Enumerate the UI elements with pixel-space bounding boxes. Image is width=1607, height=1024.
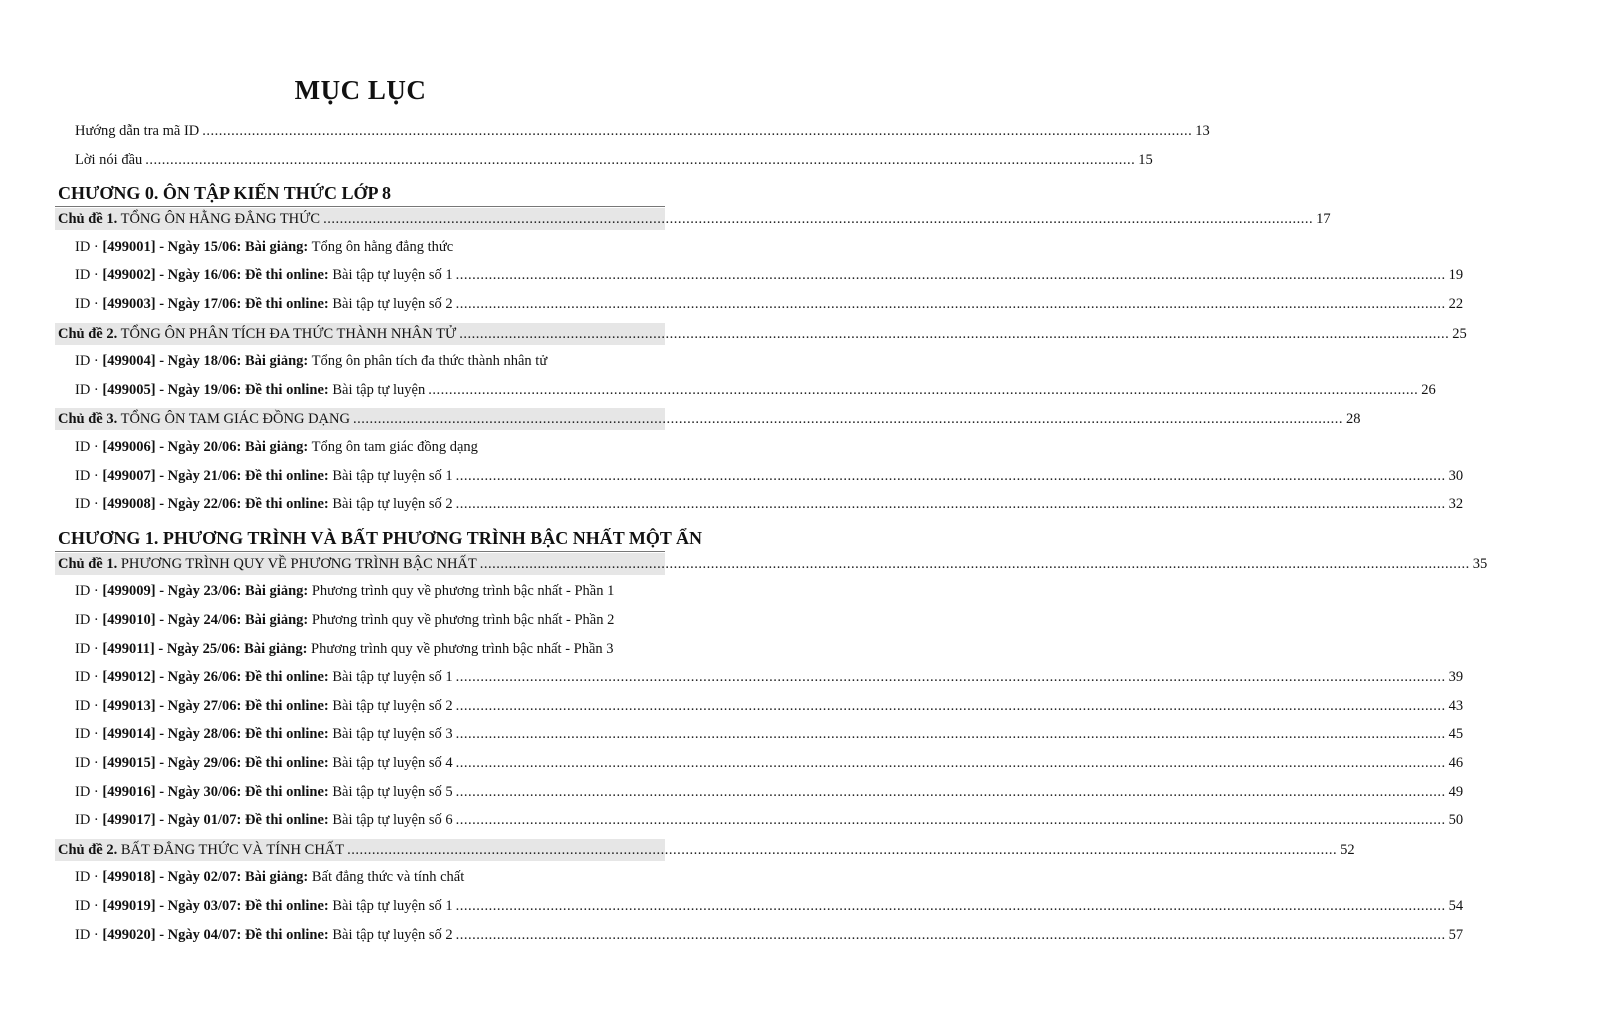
lesson-row: [75, 581, 665, 601]
chapter-title: CHƯƠNG 0. ÔN TẬP KIẾN THỨC LỚP 8: [58, 183, 392, 204]
dot-leader: [145, 150, 1135, 170]
dot-leader: [202, 121, 1192, 141]
lesson-date: - Ngày 27/06:: [155, 697, 242, 714]
topic-row: [55, 323, 1467, 345]
page-number: 13: [1195, 123, 1210, 139]
lesson-id: [499018]: [102, 869, 156, 886]
id-prefix: ID ·: [75, 467, 103, 484]
dot-leader: [456, 265, 1446, 285]
lesson-kind: Bài giảng:: [241, 353, 309, 370]
lesson-row-label: [75, 294, 453, 314]
dot-leader: [456, 466, 1446, 486]
lesson-row-label: [75, 437, 478, 457]
lesson-row-label: [75, 667, 453, 687]
id-prefix: ID ·: [75, 697, 103, 714]
topic-row-label: [58, 208, 320, 230]
lesson-row: [75, 810, 1464, 830]
id-prefix: ID ·: [75, 783, 103, 800]
lesson-row-label: [75, 380, 425, 400]
page-number: 52: [1340, 841, 1355, 858]
lesson-row: [75, 437, 665, 457]
lesson-kind: Bài giảng:: [241, 238, 309, 255]
lesson-date: - Ngày 23/06:: [155, 583, 242, 600]
lesson-row-label: [75, 351, 547, 371]
lesson-title: Phương trình quy về phương trình bậc nhất - Phần 2: [308, 612, 615, 628]
lesson-row-label: [75, 237, 453, 257]
id-prefix: ID ·: [75, 238, 103, 255]
lesson-date: - Ngày 03/07:: [155, 898, 242, 914]
page-number: 30: [1448, 467, 1464, 484]
lesson-title: Bài tập tự luyện số 5: [328, 783, 453, 800]
lesson-row-label: [75, 610, 614, 630]
lesson-kind: Đề thi online:: [241, 267, 329, 284]
lesson-id: [499005]: [102, 381, 156, 398]
toc-entry: [75, 150, 1153, 170]
lesson-row: [75, 351, 665, 371]
lesson-row-label: [75, 696, 453, 716]
page-number: 39: [1448, 669, 1464, 686]
lesson-id: [499012]: [102, 669, 156, 686]
topic-name: TỔNG ÔN PHÂN TÍCH ĐA THỨC THÀNH NHÂN TỬ: [117, 325, 457, 342]
lesson-row: [75, 610, 665, 630]
lesson-row: [75, 466, 1464, 486]
lesson-title: Bài tập tự luyện số 3: [328, 726, 453, 743]
dot-leader: [456, 667, 1446, 687]
dot-leader: [480, 553, 1470, 575]
dot-leader: [456, 782, 1446, 802]
lesson-kind: Đề thi online:: [241, 783, 329, 800]
dot-leader: [353, 408, 1343, 430]
id-prefix: ID ·: [75, 353, 103, 370]
topic-row-label: [58, 553, 477, 575]
topic-prefix: Chủ đề 2.: [58, 325, 118, 342]
page-number: 17: [1316, 211, 1331, 228]
dot-leader: [456, 753, 1446, 773]
lesson-kind: Bài giảng:: [241, 869, 309, 886]
lesson-row: [75, 494, 1464, 514]
lesson-title: Bài tập tự luyện: [328, 381, 426, 398]
page-number: 28: [1345, 411, 1361, 428]
entry-title: Lời nói đầu: [75, 151, 143, 168]
lesson-id: [499006]: [102, 439, 156, 455]
lesson-date: - Ngày 21/06:: [155, 467, 242, 484]
id-prefix: ID ·: [75, 926, 103, 943]
chapter-divider: [55, 206, 665, 207]
id-prefix: ID ·: [75, 583, 103, 600]
lesson-row-label: [75, 581, 614, 601]
chapter-heading: [58, 526, 703, 550]
lesson-row-label: [75, 925, 453, 945]
lesson-row: [75, 925, 1464, 945]
lesson-kind: Đề thi online:: [241, 755, 329, 771]
page-number: 26: [1421, 381, 1436, 398]
lesson-id: [499011]: [102, 640, 155, 657]
lesson-row-label: [75, 867, 464, 887]
id-prefix: ID ·: [75, 640, 103, 657]
lesson-row-label: [75, 782, 453, 802]
topic-name: TỔNG ÔN TAM GIÁC ĐỒNG DẠNG: [117, 411, 350, 428]
chapter-heading-label: [58, 526, 702, 550]
lesson-row: [75, 782, 1464, 802]
lesson-row-label: [75, 494, 453, 514]
lesson-date: - Ngày 17/06:: [155, 296, 242, 312]
lesson-id: [499015]: [102, 755, 156, 771]
lesson-row: [75, 667, 1464, 687]
topic-row-label: [58, 323, 456, 345]
id-prefix: ID ·: [75, 267, 103, 284]
lesson-id: [499019]: [102, 898, 156, 914]
lesson-date: - Ngày 02/07:: [155, 869, 242, 886]
topic-row: [55, 839, 1355, 861]
topic-name: BẤT ĐẲNG THỨC VÀ TÍNH CHẤT: [117, 841, 345, 858]
lesson-id: [499017]: [102, 812, 156, 829]
page-number: 22: [1448, 296, 1464, 312]
dot-leader: [428, 380, 1418, 400]
dot-leader: [459, 323, 1449, 345]
dot-leader: [456, 494, 1446, 514]
topic-name: PHƯƠNG TRÌNH QUY VỀ PHƯƠNG TRÌNH BẬC NHẤT: [117, 555, 477, 572]
dot-leader: [456, 925, 1446, 945]
lesson-kind: Đề thi online:: [241, 669, 329, 686]
page-number: 43: [1448, 697, 1464, 714]
id-prefix: ID ·: [75, 726, 103, 743]
lesson-date: - Ngày 26/06:: [155, 669, 242, 686]
lesson-date: - Ngày 29/06:: [155, 755, 242, 771]
lesson-title: Bài tập tự luyện số 1: [328, 669, 453, 686]
lesson-row: [75, 867, 665, 887]
page-number: 19: [1448, 267, 1464, 284]
lesson-title: Tổng ôn hằng đẳng thức: [308, 238, 454, 255]
lesson-title: Tổng ôn phân tích đa thức thành nhân tử: [308, 353, 548, 370]
lesson-kind: Đề thi online:: [241, 726, 329, 743]
lesson-id: [499009]: [102, 583, 156, 600]
lesson-date: - Ngày 30/06:: [155, 783, 242, 800]
lesson-id: [499007]: [102, 467, 156, 484]
id-prefix: ID ·: [75, 439, 103, 455]
lesson-date: - Ngày 19/06:: [155, 381, 242, 398]
lesson-title: Bài tập tự luyện số 2: [328, 926, 453, 943]
lesson-title: Bài tập tự luyện số 4: [328, 755, 453, 771]
dot-leader: [323, 208, 1313, 230]
page-number: 25: [1452, 325, 1467, 342]
lesson-kind: Đề thi online:: [241, 926, 329, 943]
lesson-kind: Bài giảng:: [241, 583, 309, 600]
lesson-row: [75, 237, 665, 257]
lesson-title: Bài tập tự luyện số 2: [328, 496, 453, 513]
lesson-kind: Đề thi online:: [241, 496, 329, 513]
chapter-heading: [58, 181, 665, 205]
lesson-title: Bài tập tự luyện số 1: [328, 467, 453, 484]
id-prefix: ID ·: [75, 296, 103, 312]
lesson-date: - Ngày 04/07:: [155, 926, 242, 943]
lesson-row-label: [75, 724, 453, 744]
lesson-date: - Ngày 22/06:: [155, 496, 242, 513]
id-prefix: ID ·: [75, 755, 103, 771]
lesson-title: Phương trình quy về phương trình bậc nhất - Phần 1: [308, 583, 615, 600]
lesson-kind: Đề thi online:: [241, 697, 329, 714]
lesson-title: Phương trình quy về phương trình bậc nhất - Phần 3: [307, 640, 614, 657]
page-number: 57: [1448, 926, 1464, 943]
toc-entry-label: [75, 150, 142, 170]
lesson-id: [499001]: [102, 238, 156, 255]
lesson-date: - Ngày 20/06:: [155, 439, 242, 455]
id-prefix: ID ·: [75, 381, 103, 398]
lesson-row-label: [75, 753, 453, 773]
lesson-kind: Bài giảng:: [241, 612, 309, 628]
lesson-row-label: [75, 639, 614, 659]
entry-title: Hướng dẫn tra mã ID: [75, 123, 200, 139]
lesson-id: [499002]: [102, 267, 156, 284]
lesson-id: [499013]: [102, 697, 156, 714]
lesson-title: Bài tập tự luyện số 1: [328, 898, 453, 914]
lesson-kind: Đề thi online:: [241, 467, 329, 484]
lesson-row: [75, 265, 1464, 285]
lesson-row: [75, 896, 1464, 916]
lesson-date: - Ngày 01/07:: [155, 812, 242, 829]
page-number: 32: [1448, 496, 1464, 513]
id-prefix: ID ·: [75, 496, 103, 513]
lesson-date: - Ngày 28/06:: [155, 726, 242, 743]
lesson-date: - Ngày 16/06:: [155, 267, 242, 284]
id-prefix: ID ·: [75, 898, 103, 914]
lesson-date: - Ngày 25/06:: [154, 640, 241, 657]
id-prefix: ID ·: [75, 812, 103, 829]
dot-leader: [456, 724, 1446, 744]
lesson-date: - Ngày 15/06:: [155, 238, 242, 255]
lesson-kind: Đề thi online:: [241, 898, 329, 914]
toc-entry: [75, 121, 1210, 141]
lesson-id: [499008]: [102, 496, 156, 513]
lesson-date: - Ngày 18/06:: [155, 353, 242, 370]
lesson-row: [75, 724, 1464, 744]
lesson-id: [499010]: [102, 612, 156, 628]
lesson-title: Tổng ôn tam giác đồng dạng: [308, 439, 478, 455]
lesson-row-label: [75, 896, 453, 916]
topic-prefix: Chủ đề 3.: [58, 411, 118, 428]
chapter-divider: [55, 551, 665, 552]
lesson-kind: Bài giảng:: [240, 640, 308, 657]
lesson-kind: Bài giảng:: [241, 439, 309, 455]
topic-prefix: Chủ đề 1.: [58, 211, 118, 228]
lesson-kind: Đề thi online:: [241, 296, 329, 312]
lesson-date: - Ngày 24/06:: [155, 612, 242, 628]
page-number: 54: [1448, 898, 1464, 914]
lesson-title: Bài tập tự luyện số 6: [328, 812, 453, 829]
lesson-title: Bài tập tự luyện số 2: [328, 697, 453, 714]
lesson-row: [75, 696, 1464, 716]
page-title: MỤC LỤC: [294, 75, 427, 105]
page-number: 15: [1138, 151, 1153, 168]
lesson-id: [499016]: [102, 783, 156, 800]
toc-entry-label: [75, 121, 199, 141]
page-number: 46: [1448, 755, 1464, 771]
chapter-heading-label: [58, 181, 391, 205]
lesson-row: [75, 294, 1464, 314]
dot-leader: [456, 896, 1446, 916]
page-number: 35: [1472, 555, 1488, 572]
dot-leader: [456, 696, 1446, 716]
dot-leader: [347, 839, 1337, 861]
topic-row-label: [58, 408, 350, 430]
lesson-row: [75, 380, 1436, 400]
lesson-title: Bất đẳng thức và tính chất: [308, 869, 465, 886]
lesson-row: [75, 753, 1464, 773]
lesson-row-label: [75, 466, 453, 486]
topic-row: [55, 208, 1331, 230]
topic-row-label: [58, 839, 344, 861]
dot-leader: [456, 810, 1446, 830]
lesson-row-label: [75, 810, 453, 830]
topic-prefix: Chủ đề 1.: [58, 555, 118, 572]
id-prefix: ID ·: [75, 869, 103, 886]
lesson-row: [75, 639, 665, 659]
lesson-title: Bài tập tự luyện số 2: [328, 296, 453, 312]
page-number: 49: [1448, 783, 1464, 800]
lesson-kind: Đề thi online:: [241, 381, 329, 398]
lesson-id: [499003]: [102, 296, 156, 312]
lesson-id: [499014]: [102, 726, 156, 743]
topic-row: [55, 408, 1361, 430]
id-prefix: ID ·: [75, 612, 103, 628]
chapter-title: CHƯƠNG 1. PHƯƠNG TRÌNH VÀ BẤT PHƯƠNG TRÌNH BẬC NHẤT MỘT ẨN: [58, 527, 703, 548]
topic-row: [55, 553, 1488, 575]
lesson-id: [499020]: [102, 926, 156, 943]
topic-name: TỔNG ÔN HẰNG ĐẲNG THỨC: [117, 211, 321, 228]
topic-prefix: Chủ đề 2.: [58, 841, 118, 858]
id-prefix: ID ·: [75, 669, 103, 686]
lesson-row-label: [75, 265, 453, 285]
lesson-kind: Đề thi online:: [241, 812, 329, 829]
lesson-id: [499004]: [102, 353, 156, 370]
page-number: 50: [1448, 812, 1464, 829]
page-number: 45: [1448, 726, 1464, 743]
lesson-title: Bài tập tự luyện số 1: [328, 267, 453, 284]
dot-leader: [456, 294, 1446, 314]
